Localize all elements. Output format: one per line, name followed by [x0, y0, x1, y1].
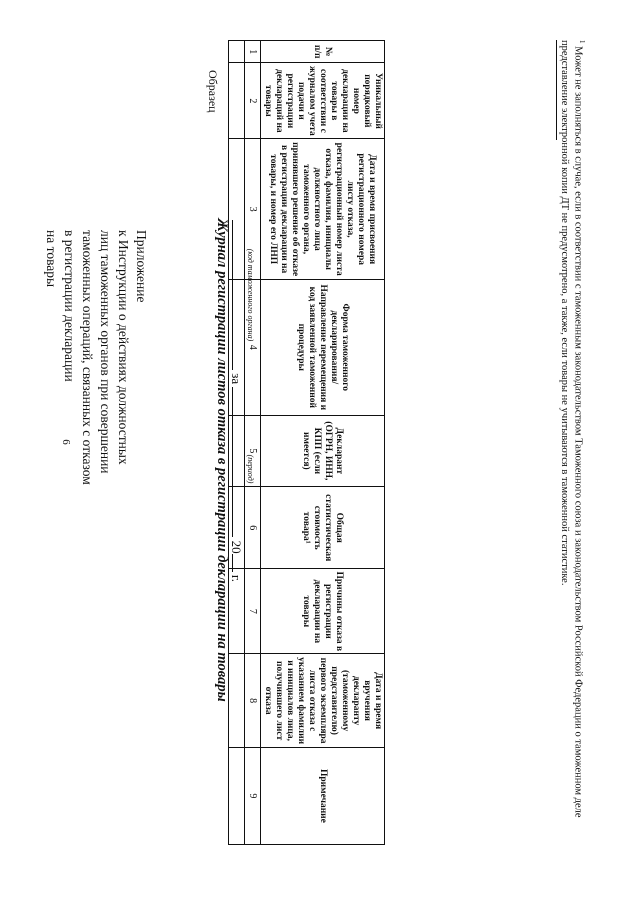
appendix-line: на товары [44, 230, 59, 288]
header-row [261, 41, 385, 845]
empty-cell [229, 747, 245, 844]
appendix-line: к Инструкции о действиях должностных [116, 230, 131, 465]
appendix-line: лиц таможенных органов при совершении [98, 230, 113, 474]
column-number: 9 [245, 747, 261, 844]
sample-label: Образец [206, 70, 220, 113]
col-header-declarant: Декларант (ОГРН, ИНН, КПП (если имеется) [261, 415, 385, 486]
appendix-heading [42, 230, 150, 530]
year-suffix: г. [229, 574, 244, 583]
footnote-text: Может не заполняться в случае, если в соответствии с таможенным законодательством Таможенного союза и законодательством Российской Федерации о таможенном деле представление электронной копии ДТ не предусмотрено, а также, если товары не учитываются в таможенной статистике. [559, 40, 584, 818]
col-header-number: № п/п [261, 41, 385, 63]
column-number: 2 [245, 63, 261, 139]
empty-cell [229, 415, 245, 486]
appendix-line: Приложение [134, 230, 149, 303]
col-header-statistical-value: Общая статистическая стоимость товара¹ [261, 487, 385, 569]
column-number: 4 [245, 279, 261, 415]
empty-cell [229, 654, 245, 747]
footnote [559, 40, 589, 840]
empty-row [229, 41, 245, 845]
col-header-declaration-form: Форма таможенного декларирования/ Направление перемещения и код заявленной таможенной процедуры [261, 279, 385, 415]
empty-cell [229, 487, 245, 569]
footnote-mark: 1 [578, 40, 586, 44]
journal-table [228, 40, 385, 845]
empty-cell [229, 569, 245, 654]
appendix-line: в регистрации декларации [62, 230, 77, 382]
column-number: 1 [245, 41, 261, 63]
empty-cell [229, 41, 245, 63]
col-header-note: Примечание [261, 747, 385, 844]
column-numbers-row [245, 41, 261, 845]
customs-code-caption: (код таможенного органа) [246, 248, 255, 342]
empty-cell [229, 279, 245, 415]
col-header-refusal-reasons: Причины отказа в регистрации декларации на товары [261, 569, 385, 654]
year-prefix: 20 [229, 540, 244, 554]
column-number: 5 [245, 415, 261, 486]
appendix-line: таможенных операций, связанных с отказом [80, 230, 95, 485]
empty-cell [229, 63, 245, 139]
za-label: за [229, 373, 244, 385]
column-number: 3 [245, 139, 261, 280]
col-header-refusal-registration: Дата и время присвоения регистрационного номера листу отказа, регистрационный номер листа отказа, фамилия, инициалы должностного лица таможенного органа, принявшего решение об отказе в регистрации декларации на товары, и номер его ЛНП [261, 139, 385, 280]
footnote-rule [556, 40, 557, 140]
column-number: 7 [245, 569, 261, 654]
column-number: 6 [245, 487, 261, 569]
col-header-declaration-number: Уникальный порядковый номер декларации на товары в соответствии с журналом учета подачи и регистрации деклараций на товары [261, 63, 385, 139]
col-header-delivery-date: Дата и время вручения декларанту (таможенному представителю) первого экземпляра листа отказа с указанием фамилии и инициалов лица, получившего лист отказа [261, 654, 385, 747]
page-number: 6 [60, 439, 72, 445]
empty-cell [229, 139, 245, 280]
column-number: 8 [245, 654, 261, 747]
period-caption: (период) [246, 454, 255, 484]
journal-title: Журнал регистрации листов отказа в регистрации декларации на товары [214, 218, 230, 702]
